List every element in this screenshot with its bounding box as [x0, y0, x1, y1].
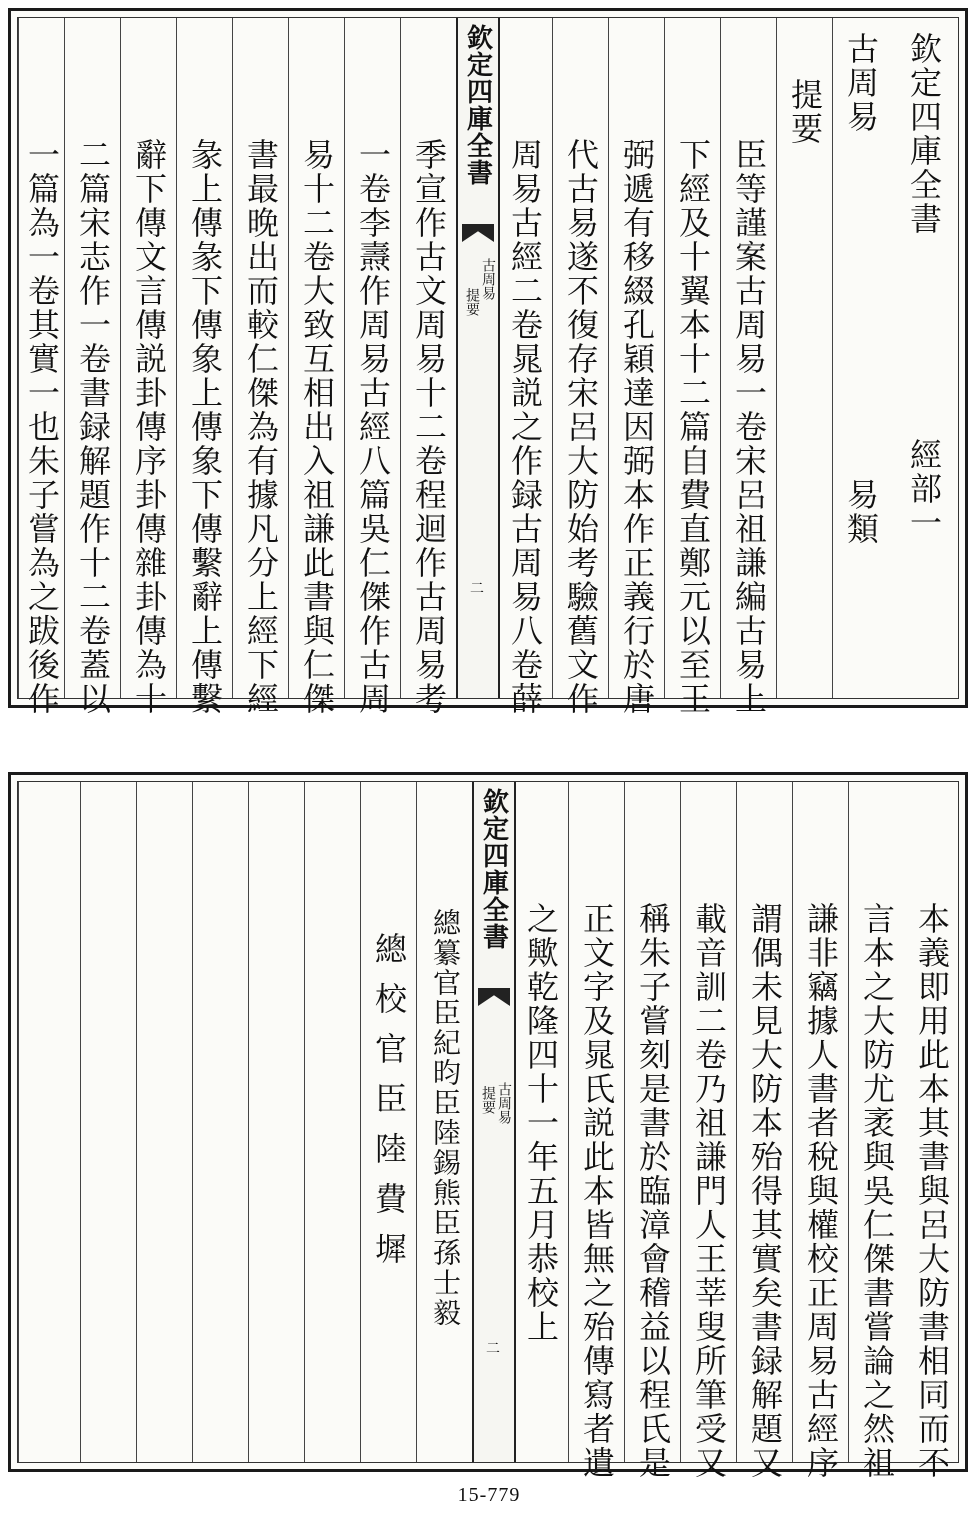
- fish-tail-mark: [462, 224, 494, 242]
- text-line: 本義即用此本其書與呂大防書相同而不: [913, 902, 951, 1480]
- text-line: 載音訓二卷乃祖謙門人王莘叟所筆受又: [690, 902, 728, 1480]
- fish-tail-mark: [478, 988, 510, 1006]
- text-column: [736, 782, 793, 1480]
- text-column: [512, 782, 569, 1462]
- top-page: [8, 8, 968, 716]
- text-line: 書最晚出而較仁傑為有據凡分上經下經: [242, 138, 280, 716]
- text-line: 易十二卷大致互相出入祖謙此書與仁傑: [298, 138, 336, 716]
- empty-column: [80, 782, 137, 1462]
- collator-line: 總校官臣陸費墀: [370, 932, 408, 1282]
- text-column: [400, 18, 457, 716]
- text-line: 二篇宋志作一卷書録解題作十二卷蓋以: [74, 138, 112, 716]
- text-column: [680, 782, 737, 1480]
- text-line: 代古易遂不復存宋呂大防始考驗舊文作: [562, 138, 600, 716]
- text-line: 辭下傳文言傳説卦傳序卦傳雜卦傳為十: [130, 138, 168, 716]
- margin-title: 欽定四庫全書: [462, 24, 493, 186]
- text-column: [120, 18, 177, 716]
- margin-book: 古周易: [496, 1082, 512, 1124]
- empty-column: [18, 782, 81, 1462]
- text-line: 稱朱子嘗刻是書於臨漳會稽益以程氏是: [634, 902, 672, 1480]
- division-label: 經部一: [905, 438, 943, 540]
- text-line: 正文字及晁氏説此本皆無之殆傳寫者遺: [578, 902, 616, 1480]
- text-line: 謂偶未見大防本殆得其實矣書録解題又: [746, 902, 784, 1480]
- text-line: 周易古經二卷晁説之作録古周易八卷薛: [506, 138, 544, 716]
- book-title: 古周易: [842, 32, 880, 134]
- text-line: 季宣作古文周易十二卷程迴作古周易考: [410, 138, 448, 716]
- text-column: [624, 782, 681, 1480]
- text-line: 言本之大防尤袤與吳仁傑書嘗論之然祖: [858, 902, 896, 1480]
- text-column: [848, 782, 905, 1480]
- margin-page-number: 二: [470, 581, 484, 597]
- collection-title: 欽定四庫全書: [905, 32, 943, 236]
- editors-column: [416, 782, 473, 1462]
- text-line: 下經及十翼本十二篇自費直鄭元以至王: [674, 138, 712, 716]
- text-line: 弼遞有移綴孔穎達因弼本作正義行於唐: [618, 138, 656, 716]
- text-column: [344, 18, 401, 716]
- empty-column: [192, 782, 249, 1462]
- margin-book: 古周易: [480, 258, 496, 300]
- margin-title: 欽定四庫全書: [478, 788, 509, 950]
- text-column: [720, 18, 777, 716]
- text-line: 一卷李燾作周易古經八篇吳仁傑作古周: [354, 138, 392, 716]
- editors-line: 總纂官臣紀昀臣陸錫熊臣孫士毅: [429, 908, 462, 1328]
- column-collection-title: [888, 18, 960, 698]
- margin-section: 提要: [464, 288, 480, 316]
- empty-column: [136, 782, 193, 1462]
- text-column: [176, 18, 233, 716]
- center-margin: [472, 782, 516, 1462]
- margin-section: 提要: [480, 1086, 496, 1114]
- empty-column: [304, 782, 361, 1462]
- text-line: 之歟乾隆四十一年五月恭校上: [522, 902, 560, 1344]
- text-column: [792, 782, 849, 1480]
- text-column: [64, 18, 121, 716]
- text-column: [904, 782, 960, 1480]
- top-page-frame: [17, 17, 959, 716]
- column-section: [776, 18, 833, 698]
- text-column: [288, 18, 345, 716]
- text-line: 一篇為一卷其實一也朱子嘗為之跋後作: [23, 138, 61, 716]
- text-column: [568, 782, 625, 1480]
- text-column: [496, 18, 553, 716]
- bottom-page-frame: [17, 781, 959, 1480]
- center-margin: [456, 18, 500, 698]
- margin-page-number: 二: [486, 1341, 500, 1357]
- text-column: [18, 18, 65, 716]
- text-column: [664, 18, 721, 716]
- empty-column: [248, 782, 305, 1462]
- text-line: 謙非竊據人書者稅與權校正周易古經序: [802, 902, 840, 1480]
- category-label: 易類: [842, 478, 880, 546]
- text-column: [552, 18, 609, 716]
- text-line: 彖上傳彖下傳象上傳象下傳繫辭上傳繫: [186, 138, 224, 716]
- collator-column: [360, 782, 417, 1462]
- section-label: 提要: [786, 78, 824, 146]
- page-number: 15-779: [457, 1484, 521, 1506]
- bottom-page: [8, 772, 968, 1480]
- text-line: 臣等謹案古周易一卷宋呂祖謙編古易上: [730, 138, 768, 716]
- text-column: [608, 18, 665, 716]
- text-column: [232, 18, 289, 716]
- column-book-title: [832, 18, 889, 698]
